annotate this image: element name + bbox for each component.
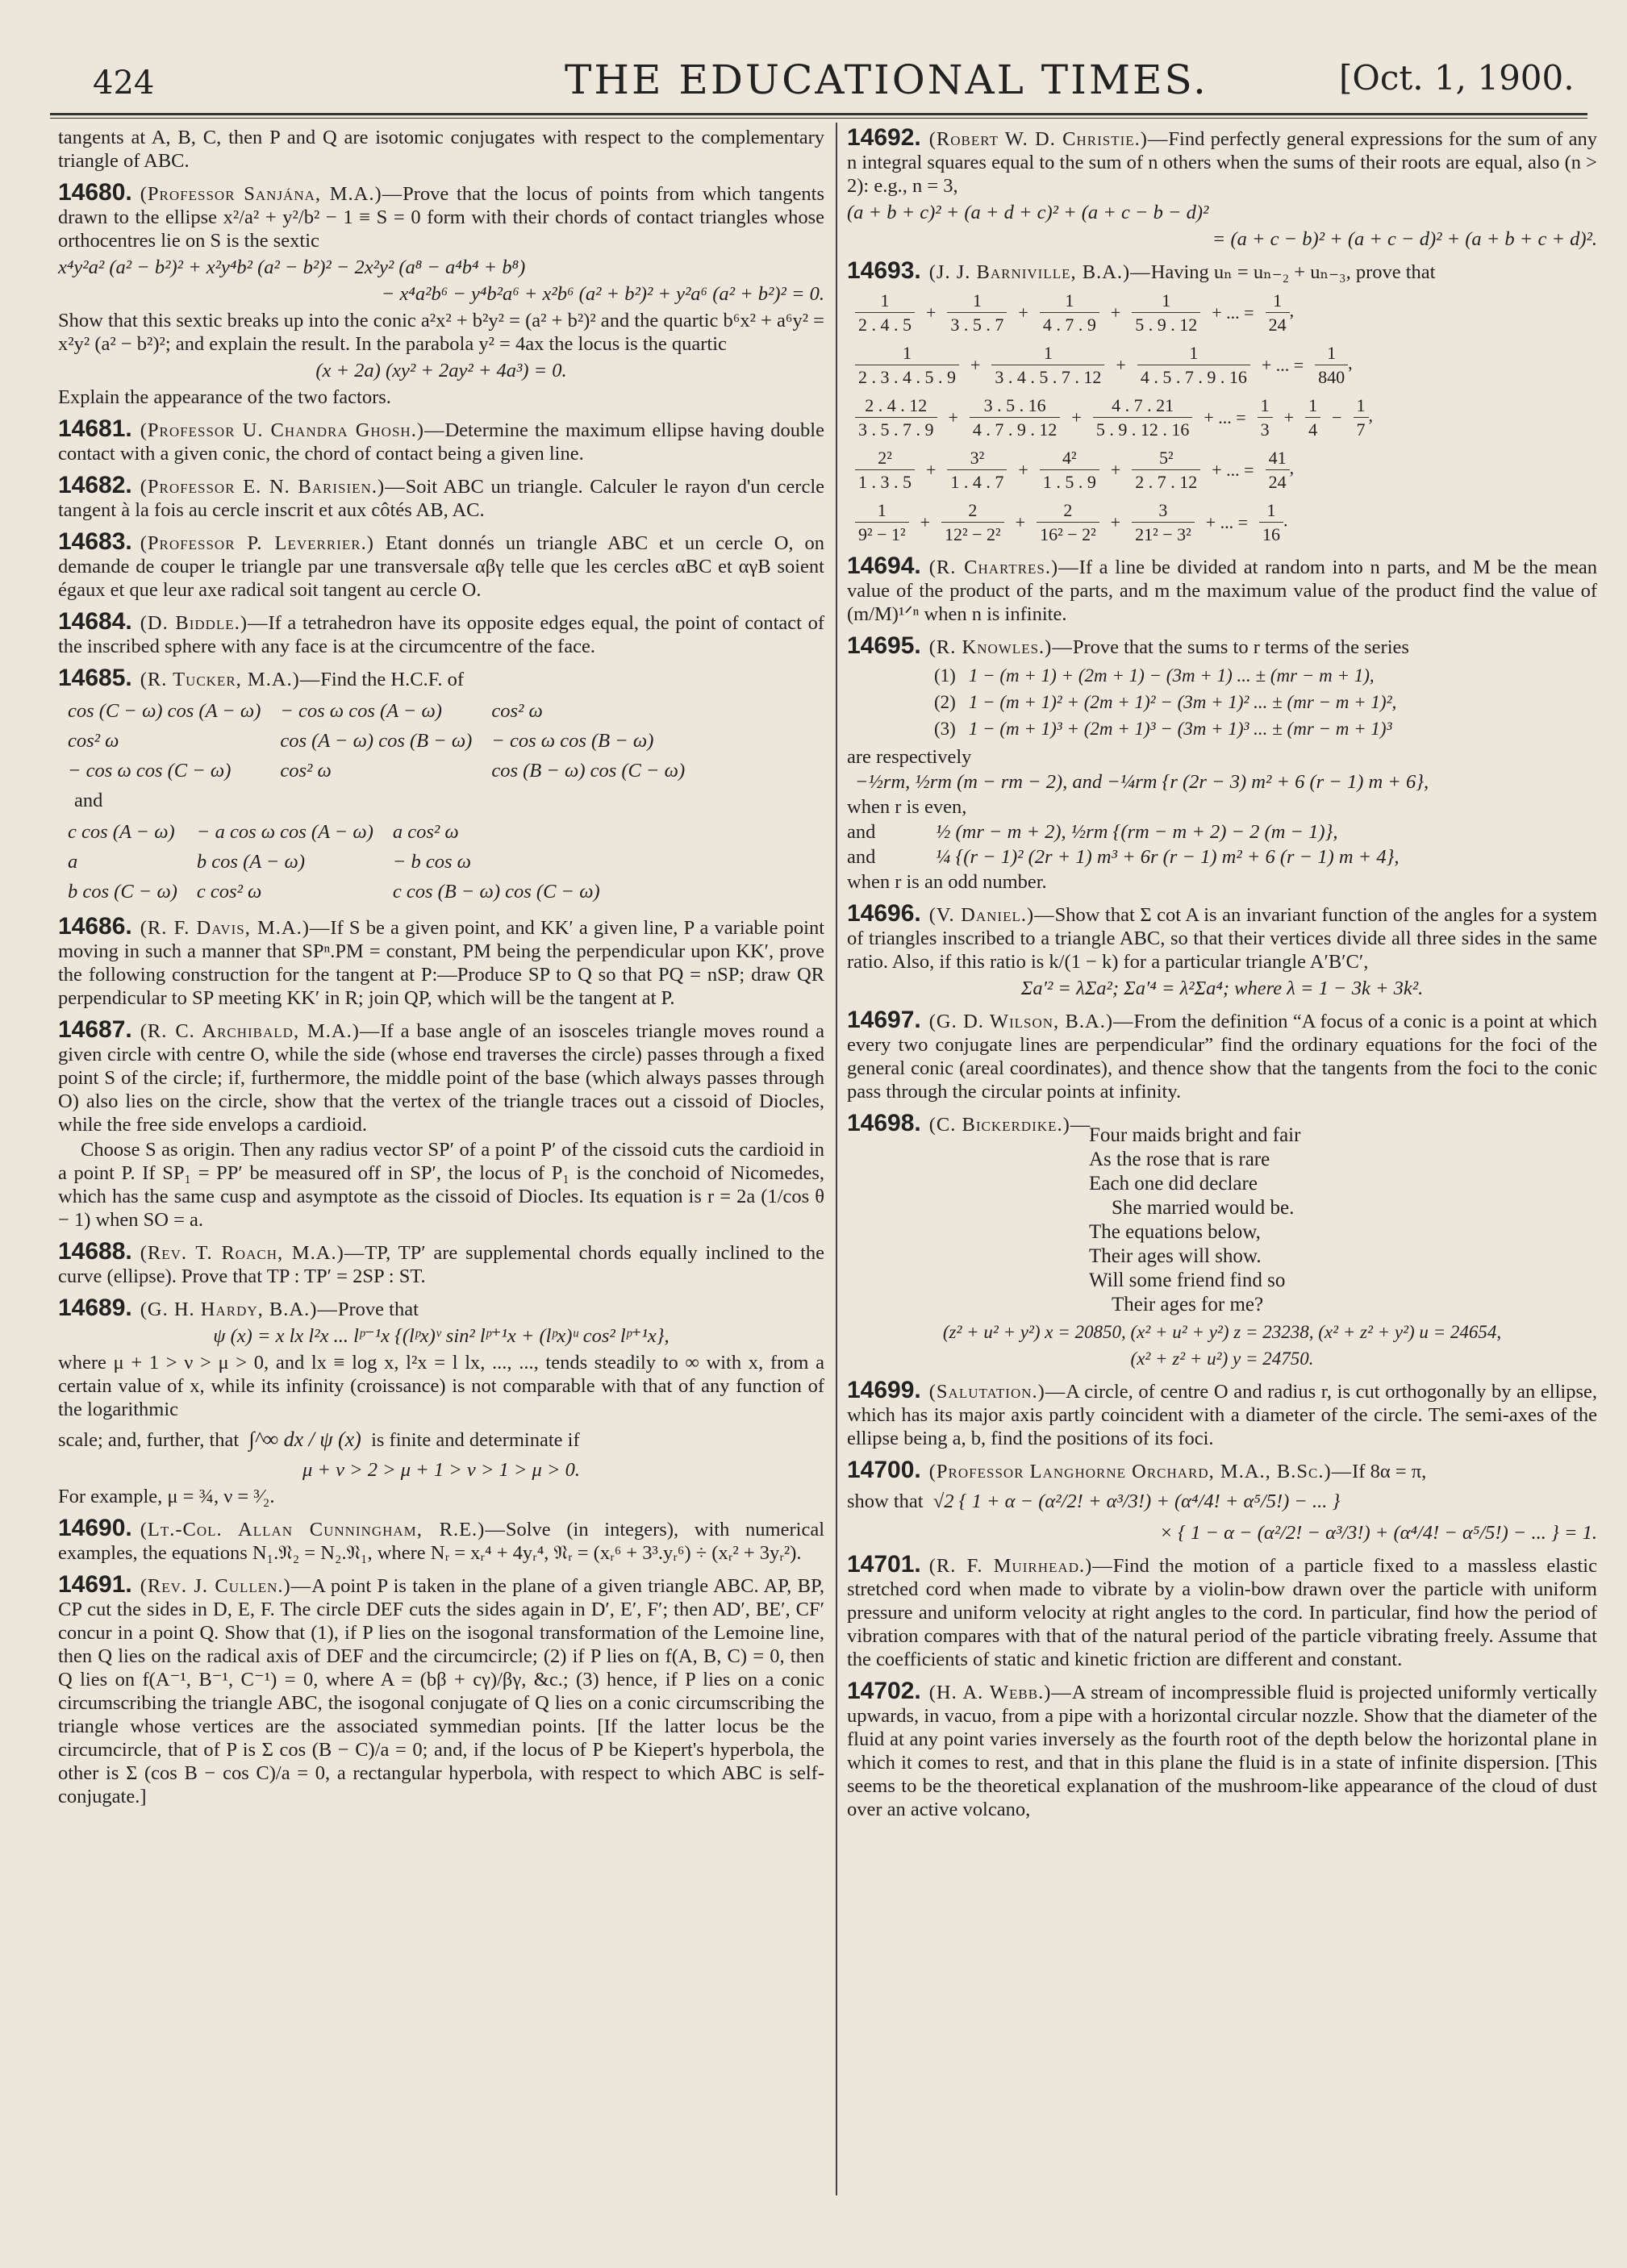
- det-cell: c cos (A − ω): [68, 821, 175, 843]
- question-number: 14698.: [847, 1110, 921, 1136]
- operator: +: [926, 460, 937, 480]
- connective: and: [847, 846, 876, 868]
- question-14682: [58, 473, 824, 522]
- connective: and: [847, 821, 876, 843]
- question-14701: [847, 1553, 1597, 1671]
- det-cell: − cos ω cos (C − ω): [68, 760, 232, 782]
- numerator: 1: [855, 498, 909, 523]
- det-cell: c cos² ω: [196, 881, 262, 903]
- equation: ψ (x) = x lx l²x ... lᵖ⁻¹x {(lᵖx)ᵛ sin² lᵖ⁺¹x + (lᵖx)ᵘ cos² lᵖ⁺¹x},: [213, 1325, 670, 1347]
- poem-line: She married would be.: [1112, 1197, 1295, 1219]
- denominator: 7: [1356, 419, 1366, 440]
- det-cell: a: [68, 851, 78, 873]
- fraction: [855, 498, 909, 546]
- question-14683: [58, 530, 824, 602]
- punctuation: ,: [1348, 352, 1353, 373]
- question-author: (Rev. J. Cullen.)—: [140, 1575, 312, 1597]
- numerator: 1: [1040, 289, 1099, 313]
- question-14681: [58, 417, 824, 465]
- question-text: Prove that the sums to r terms of the series: [1072, 636, 1409, 658]
- fraction: [1258, 394, 1273, 441]
- question-number: 14687.: [58, 1016, 132, 1043]
- operator: +: [1110, 512, 1121, 532]
- question-author: (R. F. Davis, M.A.)—: [140, 917, 331, 939]
- connective: and: [74, 790, 103, 811]
- question-text: Soit ABC un triangle. Calculer le rayon d'un cercle tangent à la fois au cercle inscrit et aux côtés AB, AC.: [58, 476, 824, 521]
- det-cell: − a cos ω cos (A − ω): [196, 821, 373, 843]
- series-row: [855, 289, 1597, 336]
- question-text: Find perfectly general expressions for the sum of any n integral squares equal to the sum of n others when the sums of their roots are equal, also (n > 2): e.g., n = 3,: [847, 128, 1597, 197]
- question-14684: [58, 610, 824, 658]
- fraction: [1266, 289, 1290, 336]
- equation: − x⁴a²b⁶ − y⁴b²a⁶ + x²b⁶ (a² + b²)² + y²a⁶ (a² + b²)² = 0.: [381, 283, 824, 305]
- question-number: 14699.: [847, 1377, 921, 1403]
- question-text: scale; and, further, that: [58, 1429, 240, 1451]
- det-cell: cos (B − ω) cos (C − ω): [491, 760, 686, 782]
- operator: + ... =: [1212, 460, 1254, 480]
- numerator: 1: [1132, 289, 1200, 313]
- header-rule-thin: [50, 118, 1587, 119]
- question-14693: [847, 259, 1597, 546]
- fraction: [970, 394, 1061, 441]
- question-author: (G. D. Wilson, B.A.)—: [928, 1011, 1134, 1032]
- denominator: 3 . 4 . 5 . 7 . 12: [995, 367, 1102, 387]
- question-author: (Professor U. Chandra Ghosh.)—: [140, 419, 445, 441]
- question-author: (Professor Langhorne Orchard, M.A., B.Sc.)—: [928, 1461, 1353, 1482]
- numerator: 2²: [855, 446, 915, 470]
- denominator: 4: [1308, 419, 1318, 440]
- det-cell: cos (C − ω) cos (A − ω): [68, 700, 261, 722]
- fraction: [1093, 394, 1193, 441]
- numerator: 4 . 7 . 21: [1093, 394, 1193, 418]
- fraction: [1037, 498, 1099, 546]
- operator: +: [948, 407, 958, 427]
- equation: √2 { 1 + α − (α²/2! + α³/3!) + (α⁴/4! + α⁵/5!) − ... }: [932, 1490, 1341, 1512]
- question-text: show that: [847, 1490, 924, 1512]
- series-expr: 1 − (m + 1) + (2m + 1) − (3m + 1) ... ± (mr − m + 1),: [968, 665, 1375, 686]
- poem: [1089, 1124, 1597, 1317]
- numerator: 41: [1266, 446, 1290, 470]
- numerator: 1: [1137, 341, 1250, 365]
- question-text: Show that this sextic breaks up into the conic a²x² + b²y² = (a² + b²)² and the quartic b⁶x² + a⁶y² = x²y² (a² − b²)²; and explain the result. In the parabola y² = 4ax the locus is the quartic: [58, 310, 824, 355]
- equation: −½rm, ½rm (m − rm − 2), and −¼rm {r (2r − 3) m² + 6 (r − 1) m + 6},: [855, 771, 1429, 793]
- denominator: 840: [1318, 367, 1345, 387]
- operator: +: [1018, 460, 1028, 480]
- question-14694: [847, 554, 1597, 626]
- question-14688: [58, 1240, 824, 1288]
- det-cell: cos² ω: [68, 730, 119, 752]
- det-cell: b cos (C − ω): [68, 881, 177, 903]
- det-cell: cos² ω: [491, 700, 543, 722]
- question-text: Explain the appearance of the two factors.: [58, 386, 391, 408]
- numerator: 1: [855, 289, 915, 313]
- operator: + ... =: [1205, 512, 1249, 532]
- series-label: (2): [934, 692, 956, 712]
- question-number: 14680.: [58, 179, 132, 206]
- question-14689: [58, 1296, 824, 1508]
- det-cell: c cos (B − ω) cos (C − ω): [392, 881, 600, 903]
- equation: ¼ {(r − 1)² (2r + 1) m³ + 6r (r − 1) m² + 6 (r − 1) m + 4},: [936, 846, 1400, 868]
- operator: +: [1283, 407, 1295, 427]
- question-author: (R. Knowles.)—: [928, 636, 1073, 658]
- denominator: 2 . 4 . 5: [858, 315, 912, 335]
- denominator: 4 . 7 . 9: [1042, 315, 1096, 335]
- question-number: 14701.: [847, 1551, 921, 1578]
- question-number: 14689.: [58, 1295, 132, 1321]
- question-text: If S be a given point, and KK′ a given line, P a variable point moving in such a manner that SPⁿ.PM = constant, PM being the perpendicular upon KK′, prove the following construction for the tangent at P:—Produce SP to Q so that PQ = nSP; draw QR perpendicular to SP meeting KK′ in R; join QP, which will be the tangent at P.: [58, 917, 824, 1009]
- poem-line: Will some friend find so: [1089, 1269, 1286, 1291]
- question-14680: [58, 181, 824, 409]
- fraction: [1132, 498, 1195, 546]
- question-number: 14702.: [847, 1678, 921, 1704]
- numerator: 3²: [947, 446, 1007, 470]
- equation: Σa′² = λΣa²; Σa′⁴ = λ²Σa⁴; where λ = 1 − 3k + 3k².: [1020, 978, 1424, 999]
- question-14696: [847, 902, 1597, 1000]
- series-row: [855, 498, 1597, 546]
- question-number: 14684.: [58, 608, 132, 635]
- denominator: 5 . 9 . 12: [1135, 315, 1198, 335]
- fraction: [1259, 498, 1283, 546]
- operator: + ... =: [1261, 355, 1304, 375]
- question-author: (J. J. Barniville, B.A.)—: [928, 261, 1151, 283]
- question-author: (Professor P. Leverrier.): [140, 532, 374, 554]
- det-cell: − cos ω cos (B − ω): [491, 730, 654, 752]
- question-text: A stream of incompressible fluid is projected uniformly vertically upwards, in vacuo, from a pipe with a horizontal circular nozzle. Show that the diameter of the fluid at any point varies inversely as the fourth root of the depth below the horizontal plane in which it comes to rest, and that in this plane the fluid is in a state of infinite dispersion. [This seems to be the theoretical explanation of the mushroom-like appearance of the cloud of dust over an active volcano,: [847, 1682, 1597, 1820]
- fraction: [1132, 289, 1200, 336]
- fraction: [1137, 341, 1250, 389]
- numerator: 2: [941, 498, 1004, 523]
- operator: +: [926, 302, 937, 323]
- question-14691: [58, 1573, 824, 1808]
- series-row: [855, 446, 1597, 494]
- question-text: From the definition “A focus of a conic is a point at which every two conjugate lines are perpendicular” find the ordinary equations for the foci of the general conic (areal coordinates), and thence show that the tangents from the foci to the conic pass through the circular points at infinity.: [847, 1011, 1597, 1103]
- operator: +: [1110, 302, 1121, 323]
- question-text: Choose S as origin. Then any radius vector SP′ of a point P′ of the cissoid cuts the cardioid in a point P. If SP₁ = PP′ be measured off in SP′, the locus of P₁ is the conchoid of Nicomedes, which has the same cusp and asymptote as the cissoid of Diocles. Its equation is r = 2a (1/cos θ − 1) when SO = a.: [58, 1139, 824, 1231]
- operator: −: [1332, 407, 1342, 427]
- question-14692: [847, 126, 1597, 251]
- fraction: [855, 446, 915, 494]
- det-cell: a cos² ω: [392, 821, 459, 843]
- denominator: 3 . 5 . 7 . 9: [858, 419, 934, 440]
- question-text: when r is an odd number.: [847, 871, 1047, 893]
- question-text: Solve (in integers), with numerical examples, the equations N₁.𝔑₂ = N₂.𝔑₁, where Nᵣ = xᵣ⁴ + 4yᵣ⁴, 𝔑ᵣ = (xᵣ⁶ + 3³.yᵣ⁶) ÷ (xᵣ² + 3yᵣ²).: [58, 1519, 825, 1564]
- question-number: 14697.: [847, 1007, 921, 1033]
- question-text: where μ + 1 > ν > μ > 0, and lx ≡ log x, l²x = l lx, ..., ..., tends steadily to ∞ with x, from a certain value of x, while its infinity (croissance) is not comparable with that of any function of the logarithmic: [58, 1352, 824, 1420]
- fraction: [1315, 341, 1348, 389]
- question-text: TP, TP′ are supplemental chords equally inclined to the curve (ellipse). Prove that TP : TP′ = 2SP : ST.: [58, 1242, 824, 1287]
- fraction: [947, 446, 1007, 494]
- equation: (x² + z² + u²) y = 24750.: [1130, 1349, 1314, 1369]
- denominator: 16: [1262, 524, 1281, 544]
- question-author: (G. H. Hardy, B.A.)—: [140, 1299, 338, 1320]
- numerator: 1: [855, 341, 959, 365]
- operator: +: [1015, 512, 1026, 532]
- det-cell: cos² ω: [280, 760, 332, 782]
- integral: ∫^∞ dx / ψ (x): [248, 1428, 361, 1451]
- question-number: 14692.: [847, 124, 921, 151]
- numerator: 1: [991, 341, 1104, 365]
- fraction: [1305, 394, 1320, 441]
- question-text: are respectively: [847, 746, 972, 768]
- operator: +: [920, 512, 931, 532]
- numerator: 1: [1315, 341, 1348, 365]
- question-14685: [58, 666, 824, 907]
- question-author: (Lt.-Col. Allan Cunningham, R.E.)—: [140, 1519, 506, 1540]
- journal-title: THE EDUCATIONAL TIMES.: [565, 56, 1208, 103]
- numerator: 1: [1266, 289, 1290, 313]
- numerator: 1: [1259, 498, 1283, 523]
- denominator: 12² − 2²: [945, 524, 1001, 544]
- series-expr: 1 − (m + 1)³ + (2m + 1)³ − (3m + 1)³ ... ± (mr − m + 1)³: [968, 719, 1392, 739]
- equation: × { 1 − α − (α²/2! − α³/3!) + (α⁴/4! − α⁵/5!) − ... } = 1.: [1159, 1522, 1597, 1544]
- question-text: Etant donnés un triangle ABC et un cercle O, on demande de couper le triangle par une transversale αβγ telle que les cercles αBC et αγB soient égaux et que leur axe radical soit tangent au cercle O.: [58, 532, 825, 601]
- numerator: 3: [1132, 498, 1195, 523]
- question-14702: [847, 1679, 1597, 1821]
- punctuation: ,: [1368, 405, 1374, 426]
- question-number: 14694.: [847, 552, 921, 579]
- numerator: 1: [1305, 394, 1320, 418]
- fraction: [947, 289, 1007, 336]
- fraction: [941, 498, 1004, 546]
- equation: μ + ν > 2 > μ + 1 > ν > 1 > μ > 0.: [302, 1459, 581, 1481]
- numerator: 5²: [1132, 446, 1200, 470]
- denominator: 24: [1268, 472, 1287, 492]
- question-14687: [58, 1018, 824, 1232]
- det-cell: b cos (A − ω): [196, 851, 305, 873]
- question-14695: [847, 634, 1597, 894]
- question-text: Find the motion of a particle fixed to a massless elastic stretched cord when made to vibrate by a violin-bow drawn over the particle with uniform pressure and uniform velocity at right angles to the cord. In particular, find how the period of vibration compares with that of the natural period of the particle vibrating freely. Assume that the coefficients of static and kinetic friction are different and constant.: [847, 1555, 1597, 1670]
- series-table: [928, 662, 1403, 742]
- header-rule: [50, 113, 1587, 115]
- denominator: 2 . 7 . 12: [1135, 472, 1198, 492]
- poem-line: As the rose that is rare: [1089, 1149, 1270, 1170]
- question-number: 14683.: [58, 528, 132, 555]
- numerator: 1: [1258, 394, 1273, 418]
- operator: +: [970, 355, 981, 375]
- denominator: 5 . 9 . 12 . 16: [1095, 419, 1190, 440]
- question-author: (R. C. Archibald, M.A.)—: [140, 1020, 381, 1042]
- denominator: 3 . 5 . 7: [950, 315, 1004, 335]
- question-14699: [847, 1378, 1597, 1450]
- page-header: [48, 50, 1581, 106]
- question-author: (Salutation.)—: [928, 1381, 1066, 1403]
- numerator: 3 . 5 . 16: [970, 394, 1061, 418]
- page-number: 424: [93, 65, 155, 102]
- numerator: 4²: [1040, 446, 1099, 470]
- question-author: (D. Biddle.)—: [140, 612, 269, 634]
- question-text: A circle, of centre O and radius r, is cut orthogonally by an ellipse, which has its major axis partly coincident with a diameter of the circle. The semi-axes of the ellipse being a, b, find the positions of its foci.: [847, 1381, 1597, 1449]
- series-row: [855, 394, 1597, 441]
- series-expr: 1 − (m + 1)² + (2m + 1)² − (3m + 1)² ... ± (mr − m + 1)²,: [968, 692, 1397, 712]
- equation: x⁴y²a² (a² − b²)² + x²y⁴b² (a² − b²)² − 2x²y² (a⁸ − a⁴b⁴ + b⁸): [58, 256, 526, 278]
- numerator: 1: [947, 289, 1007, 313]
- denominator: 4 . 5 . 7 . 9 . 16: [1140, 367, 1247, 387]
- question-author: (Professor Sanjána, M.A.)—: [140, 183, 403, 205]
- series-label: (1): [934, 665, 956, 686]
- question-author: (V. Daniel.)—: [928, 904, 1055, 926]
- det-cell: − cos ω cos (A − ω): [280, 700, 442, 722]
- question-number: 14682.: [58, 472, 132, 498]
- question-text: If a base angle of an isosceles triangle moves round a given circle with centre O, while the side (whose end traverses the circle) passes through a fixed point S of the circle; if, furthermore, the middle point of the base (which always passes through O) also lies on the circle, show that the vertex of the triangle traces out a cissoid of Diocles, while the free side envelops a cardioid.: [58, 1020, 825, 1136]
- punctuation: .: [1283, 510, 1288, 531]
- equation: = (a + c − b)² + (a + c − d)² + (a + b + c + d)².: [1212, 228, 1597, 250]
- fraction: [855, 289, 915, 336]
- equation: ½ (mr − m + 2), ½rm {(rm − m + 2) − 2 (m − 1)},: [936, 821, 1338, 843]
- question-author: (H. A. Webb.)—: [928, 1682, 1072, 1703]
- poem-line: Their ages for me?: [1112, 1294, 1264, 1315]
- equation: (x + 2a) (xy² + 2ay² + 4a³) = 0.: [315, 360, 567, 381]
- denominator: 24: [1268, 315, 1287, 335]
- numerator: 2 . 4 . 12: [855, 394, 937, 418]
- operator: +: [1071, 407, 1082, 427]
- question-text: when r is even,: [847, 796, 967, 818]
- fraction: [1354, 394, 1369, 441]
- question-author: (R. Chartres.)—: [928, 557, 1079, 578]
- equation: (a + b + c)² + (a + d + c)² + (a + c − b − d)²: [847, 202, 1209, 223]
- denominator: 2 . 3 . 4 . 5 . 9: [858, 367, 956, 387]
- question-author: (R. F. Muirhead.)—: [928, 1555, 1113, 1577]
- question-number: 14696.: [847, 900, 921, 927]
- question-14686: [58, 915, 824, 1010]
- question-author: (R. Tucker, M.A.)—: [140, 669, 321, 690]
- question-text: Having uₙ = uₙ₋₂ + uₙ₋₃, prove that: [1150, 261, 1436, 283]
- series-row: [855, 341, 1597, 389]
- series-label: (3): [934, 719, 956, 739]
- operator: + ... =: [1204, 407, 1246, 427]
- issue-date: [Oct. 1, 1900.: [1339, 58, 1575, 98]
- right-column: [836, 126, 1597, 1823]
- denominator: 4 . 7 . 9 . 12: [972, 419, 1058, 440]
- operator: +: [1018, 302, 1028, 323]
- fraction: [991, 341, 1104, 389]
- punctuation: ,: [1289, 457, 1295, 478]
- denominator: 1 . 3 . 5: [858, 472, 912, 492]
- question-number: 14686.: [58, 913, 132, 940]
- fraction: [855, 341, 959, 389]
- fraction: [1132, 446, 1200, 494]
- question-text: A point P is taken in the plane of a given triangle ABC. AP, BP, CP cut the sides in D, E, F. The circle DEF cuts the sides again in D′, E′, F′; then AD′, BE′, CF′ concur in a point Q. Show that (1), if P lies on the isogonal transformation of the Lemoine line, then Q lies on the radical axis of DEF and the circumcircle; (2) if P lies on f(A, B, C) = 0, then Q lies on f(A⁻¹, B⁻¹, C⁻¹) = 0, where A = (bβ + cγ)/βγ, &c.; (3) hence, if P lies on a conic circumscribing the triangle ABC, the isogonal conjugate of Q lies on a conic circumscribing the triangle whose vertices are the associated symmedian points. [If the latter locus be the circumcircle, that of P is Σ cos (B − C)/a = 0; and, if the locus of P be Kiepert's hyperbola, the other is Σ (cos B − cos C)/a = 0, a rectangular hyperbola, with respect to which ABC is self-conjugate.]: [58, 1575, 824, 1807]
- operator: + ... =: [1212, 302, 1254, 323]
- question-number: 14700.: [847, 1457, 921, 1483]
- question-text: Determine the maximum ellipse having double contact with a given conic, the chord of contact being a given line.: [58, 419, 824, 465]
- denominator: 16² − 2²: [1040, 524, 1096, 544]
- question-author: (Rev. T. Roach, M.A.)—: [140, 1242, 365, 1264]
- poem-line: Four maids bright and fair: [1089, 1124, 1301, 1146]
- question-number: 14681.: [58, 415, 132, 442]
- question-text: Find the H.C.F. of: [320, 669, 465, 690]
- question-text: If 8α = π,: [1352, 1461, 1427, 1482]
- denominator: 9² − 1²: [858, 524, 906, 544]
- question-number: 14695.: [847, 632, 921, 659]
- question-text: If a line be divided at random into n parts, and M be the mean value of the product of the parts, and m the maximum value of the product find the value of (m/M)¹ᐟⁿ when n is infinite.: [847, 557, 1597, 625]
- question-14690: [58, 1516, 824, 1565]
- series-identities: [847, 289, 1597, 546]
- fraction: [1040, 446, 1099, 494]
- question-text: Show that Σ cot A is an invariant function of the angles for a system of triangles inscribed to a triangle ABC, so that their vertices divide all three sides in the same ratio. Also, if this ratio is k/(1 − k) for a particular triangle A′B′C′,: [847, 904, 1598, 973]
- question-number: 14688.: [58, 1238, 132, 1265]
- question-14698: [847, 1111, 1597, 1370]
- question-number: 14685.: [58, 665, 132, 691]
- denominator: 1 . 5 . 9: [1042, 472, 1096, 492]
- question-author: (C. Bickerdike.)—: [928, 1114, 1091, 1136]
- denominator: 21² − 3²: [1135, 524, 1191, 544]
- fraction: [855, 394, 937, 441]
- numerator: 2: [1037, 498, 1099, 523]
- det-cell: − b cos ω: [392, 851, 471, 873]
- poem-line: Each one did declare: [1089, 1173, 1258, 1194]
- question-text: Prove that: [337, 1299, 419, 1320]
- denominator: 1 . 4 . 7: [950, 472, 1004, 492]
- question-text: If a tetrahedron have its opposite edges equal, the point of contact of the inscribed sphere with any face is at the circumcentre of the face.: [58, 612, 824, 657]
- left-column: [58, 126, 824, 1810]
- question-14697: [847, 1008, 1597, 1103]
- question-number: 14693.: [847, 257, 921, 284]
- operator: +: [1110, 460, 1121, 480]
- poem-line: The equations below,: [1089, 1221, 1261, 1243]
- numerator: 1: [1354, 394, 1369, 418]
- punctuation: ,: [1289, 300, 1295, 321]
- question-text: is finite and determinate if: [371, 1429, 580, 1451]
- question-number: 14691.: [58, 1571, 132, 1598]
- determinant-1: [63, 696, 699, 786]
- question-text: For example, μ = ¾, ν = ³⁄₂.: [58, 1486, 275, 1507]
- poem-line: Their ages will show.: [1089, 1245, 1262, 1267]
- denominator: 3: [1260, 419, 1270, 440]
- det-cell: cos (A − ω) cos (B − ω): [280, 730, 473, 752]
- equation: (z² + u² + y²) x = 20850, (x² + u² + y²) z = 23238, (x² + z² + y²) u = 24654,: [942, 1322, 1502, 1342]
- continued-text: tangents at A, B, C, then P and Q are isotomic conjugates with respect to the complementary triangle of ABC.: [58, 127, 824, 172]
- question-14700: [847, 1458, 1597, 1545]
- question-text: Prove that the locus of points from which tangents drawn to the ellipse x²/a² + y²/b² − 1 ≡ S = 0 form with their chords of contact triangles whose orthocentres lie on S is the sextic: [58, 183, 824, 252]
- fraction: [1040, 289, 1099, 336]
- question-author: (Robert W. D. Christie.)—: [928, 128, 1169, 150]
- determinant-2: [63, 817, 615, 907]
- question-author: (Professor E. N. Barisien.)—: [140, 476, 406, 498]
- question-number: 14690.: [58, 1515, 132, 1541]
- operator: +: [1116, 355, 1126, 375]
- fraction: [1266, 446, 1290, 494]
